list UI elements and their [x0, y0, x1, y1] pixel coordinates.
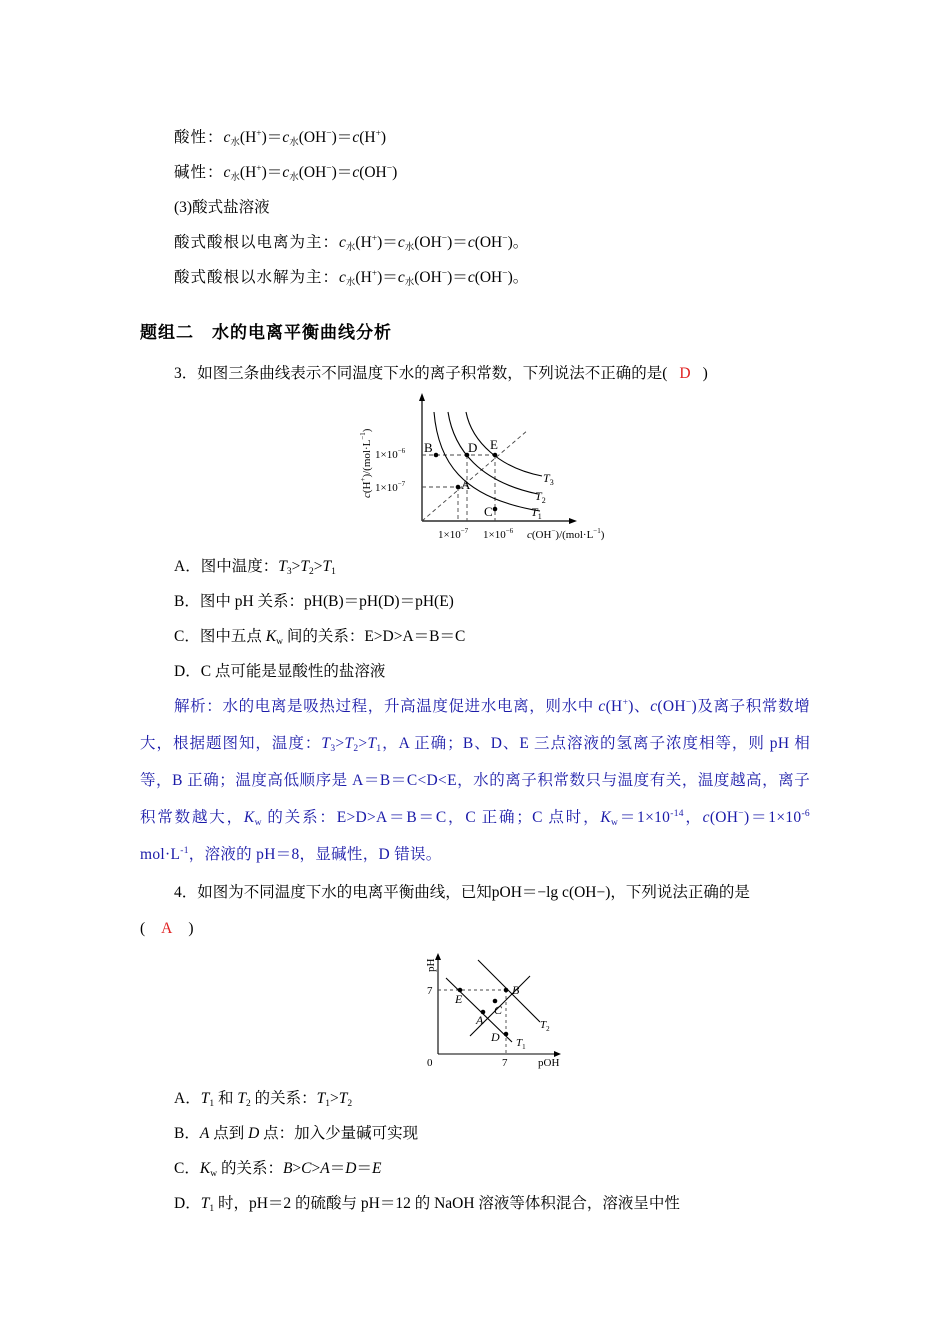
q4-stem: 4．如图为不同温度下水的电离平衡曲线，已知pOH＝−lg c(OH−)，下列说法正确的是	[174, 884, 750, 901]
fig2-label-C: C	[494, 1003, 503, 1017]
fig2-y-axis-label: pH	[425, 958, 437, 972]
hydrolysis-label: 酸式酸根以水解为主：	[174, 269, 340, 286]
label-T3: $T_3$	[543, 471, 554, 487]
fig2-origin: 0	[427, 1057, 433, 1069]
q3-option-d: D．C 点可能是显酸性的盐溶液	[174, 663, 386, 680]
fig2-label-D: D	[491, 1030, 500, 1044]
fig1-x-tick-1: $1\times 10^{-7}$	[438, 527, 469, 541]
q3-option-b: B．图中 pH 关系：pH(B)＝pH(D)＝pH(E)	[174, 593, 454, 610]
base-line	[174, 162, 397, 184]
ionization-label: 酸式酸根以电离为主：	[174, 234, 340, 251]
fig1-y-tick-2: $1\times 10^{-7}$	[375, 480, 406, 494]
label-T1: $T_1$	[531, 505, 542, 521]
figure-ph-poh	[420, 950, 580, 1075]
q4-answer-line	[140, 918, 194, 940]
ionization-formula: $c_水(H^+)=c_水(OH^-)=c(OH^-)$。	[339, 234, 529, 253]
fig2-x-tick: 7	[502, 1057, 508, 1069]
q4-option-d: D．$T_1$ 时，pH＝2 的硫酸与 pH＝12 的 NaOH 溶液等体积混合，溶液呈中性	[174, 1195, 680, 1214]
section-title: 题组二 水的电离平衡曲线分析	[140, 323, 392, 342]
curve-T1	[434, 412, 540, 511]
point-C	[493, 507, 498, 512]
fig2-label-A: A	[476, 1013, 484, 1027]
hydrolysis-line	[174, 267, 528, 289]
fig1-x-tick-2: $1\times 10^{-6}$	[483, 527, 514, 541]
q3-option-c: C．图中五点 $K_w$ 间的关系：E>D>A＝B＝C	[174, 628, 466, 647]
q3-stem-line	[174, 363, 708, 385]
acid-salt-title: (3)酸式盐溶液	[174, 199, 270, 216]
ionization-line	[174, 232, 528, 254]
q4-option-c: C．$K_w$ 的关系：B>C>A＝D＝E	[174, 1160, 382, 1179]
fig2-x-axis-label: pOH	[538, 1057, 560, 1069]
line-T1	[446, 978, 512, 1042]
fig2-point-D	[504, 1032, 509, 1037]
fig2-point-B	[504, 988, 509, 993]
acid-formula: $c_水(H^+)=c_水(OH^-)=c(H^+)$	[223, 129, 387, 148]
q4-option-b: B．A 点到 D 点：加入少量碱可实现	[174, 1125, 419, 1142]
q3-stem: 3．如图三条曲线表示不同温度下水的离子积常数，下列说法不正确的是(	[174, 365, 668, 382]
point-E	[493, 453, 498, 458]
q3-option-a: A．图中温度：$T_3>T_2>T_1$	[174, 558, 336, 577]
label-E: E	[490, 437, 498, 452]
fig1-y-axis-label: $c(H^+)/(mol\cdot L^{-1})$	[359, 428, 373, 498]
point-A	[456, 485, 461, 490]
fig1-x-axis-label: $c(OH^-)/(mol\cdot L^{-1})$	[527, 527, 605, 541]
explanation-label: 解析：	[174, 698, 223, 715]
acid-line	[174, 127, 386, 149]
base-formula: $c_水(H^+)=c_水(OH^-)=c(OH^-)$	[223, 164, 398, 183]
label-B: B	[424, 440, 433, 455]
fig2-y-tick: 7	[427, 985, 433, 997]
label-C: C	[484, 504, 493, 519]
base-label: 碱性：	[174, 164, 224, 181]
label-A: A	[461, 477, 471, 492]
fig2-label-E: E	[455, 992, 463, 1006]
hydrolysis-formula: $c_水(H^+)=c_水(OH^-)=c(OH^-)$。	[339, 269, 529, 288]
fig2-label-T2: $T_2$	[540, 1019, 550, 1033]
q4-close-paren: )	[188, 920, 194, 937]
q3-close-paren: )	[702, 365, 708, 382]
fig1-y-tick-1: $1\times 10^{-6}$	[375, 447, 406, 461]
point-B	[434, 453, 439, 458]
figure-kw-curves	[350, 390, 640, 545]
fig2-label-T1: $T_1$	[516, 1037, 526, 1051]
acid-label: 酸性：	[174, 129, 224, 146]
q4-option-a: A．$T_1$ 和 $T_2$ 的关系：$T_1>T_2$	[174, 1090, 353, 1109]
q4-answer: A	[161, 920, 173, 937]
q3-answer: D	[679, 365, 691, 382]
q3-explanation: 解析：水的电离是吸热过程，升高温度促进水电离，则水中 c(H+)、c(OH−)及离子积常数增大，根据题图知，温度：$T_3>T_2>T_1$，A 正确；B、D、E 三点溶液的氢离子浓度相等，则 pH 相等，B 正确；温度高低顺序是 A＝B＝C<D<E，水的离子积常数只与温度有关，温度越高，离子积常数越大，$K_w$ 的关系：E>D>A＝B＝C，C 正确；C 点时，$K_w=1\times 10^{-14}$，$c(OH^-)=1\times 10^{-6}$ $mol\cdot L^{-1}$，溶液的 pH＝8，显碱性，D 错误。	[140, 698, 811, 863]
line-T2	[478, 960, 540, 1022]
label-D: D	[468, 440, 478, 455]
label-T2: $T_2$	[535, 489, 546, 505]
fig2-label-B: B	[512, 983, 520, 997]
q4-open-paren: (	[140, 920, 146, 937]
